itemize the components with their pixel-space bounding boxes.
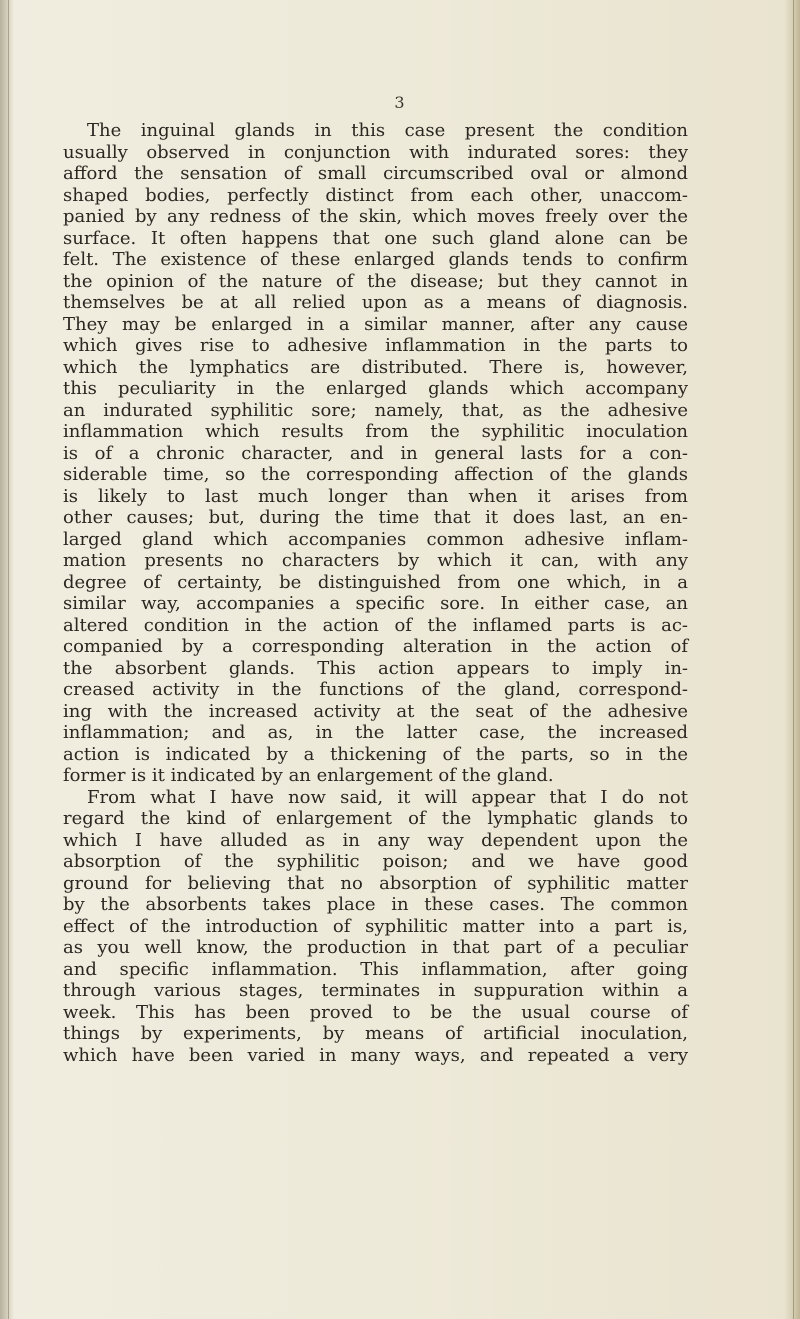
- page-binding-shadow: [0, 0, 14, 1319]
- page-binding-line: [8, 0, 9, 1319]
- text-line: mation presents no characters by which it can, with any: [63, 550, 688, 571]
- text-line: shaped bodies, perfectly distinct from each other, unaccom-: [63, 184, 688, 206]
- text-line: the absorbent glands. This action appears to imply in-: [63, 657, 688, 679]
- page-edge-line: [793, 0, 794, 1319]
- text-line: regard the kind of enlargement of the lymphatic glands to: [63, 808, 688, 829]
- text-line: inflammation which results from the syphilitic inoculation: [63, 421, 688, 442]
- text-line: companied by a corresponding alteration in the action of: [63, 636, 688, 657]
- text-line: an indurated syphilitic sore; namely, that, as the adhesive: [63, 399, 688, 421]
- page-edge-shadow: [784, 0, 800, 1319]
- text-line: and specific inflammation. This inflammation, after going: [63, 958, 688, 980]
- text-line: larged gland which accompanies common adhesive inflam-: [63, 528, 688, 550]
- text-line: effect of the introduction of syphilitic matter into a part is,: [63, 915, 688, 937]
- text-line: by the absorbents takes place in these cases. The common: [63, 894, 688, 915]
- text-line: former is it indicated by an enlargement of the gland.: [63, 765, 554, 786]
- text-line: inflammation; and as, in the latter case, the increased: [63, 722, 688, 743]
- text-line: through various stages, terminates in suppuration within a: [63, 980, 688, 1001]
- text-line: this peculiarity in the enlarged glands which accompany: [63, 378, 688, 399]
- text-line: surface. It often happens that one such gland alone can be: [63, 227, 688, 249]
- text-line: action is indicated by a thickening of the parts, so in the: [63, 743, 688, 765]
- text-line: is of a chronic character, and in general lasts for a con-: [63, 442, 688, 464]
- text-line: as you well know, the production in that part of a peculiar: [63, 937, 688, 958]
- text-line: is likely to last much longer than when it arises from: [63, 485, 688, 507]
- text-line: other causes; but, during the time that it does last, an en-: [63, 507, 688, 528]
- text-line: things by experiments, by means of artificial inoculation,: [63, 1023, 688, 1044]
- text-line: absorption of the syphilitic poison; and we have good: [63, 851, 688, 872]
- text-line: themselves be at all relied upon as a means of diagnosis.: [63, 292, 688, 313]
- text-line: They may be enlarged in a similar manner, after any cause: [63, 313, 688, 335]
- text-line: altered condition in the action of the inflamed parts is ac-: [63, 614, 688, 636]
- text-line: which the lymphatics are distributed. There is, however,: [63, 356, 688, 378]
- text-line: similar way, accompanies a specific sore. In either case, an: [63, 593, 688, 614]
- body-text: [63, 120, 688, 1066]
- text-line: creased activity in the functions of the gland, correspond-: [63, 679, 688, 700]
- text-line: felt. The existence of these enlarged glands tends to confirm: [63, 249, 688, 270]
- text-line: which have been varied in many ways, and repeated a very: [63, 1044, 688, 1066]
- text-line: week. This has been proved to be the usual course of: [63, 1001, 688, 1023]
- text-line: afford the sensation of small circumscribed oval or almond: [63, 163, 688, 184]
- text-line: which gives rise to adhesive inflammation in the parts to: [63, 335, 688, 356]
- text-line: degree of certainty, be distinguished from one which, in a: [63, 571, 688, 593]
- text-line: the opinion of the nature of the disease; but they cannot in: [63, 270, 688, 292]
- text-line: ground for believing that no absorption of syphilitic matter: [63, 872, 688, 894]
- text-line: panied by any redness of the skin, which moves freely over the: [63, 206, 688, 227]
- text-line: siderable time, so the corresponding affection of the glands: [63, 464, 688, 485]
- text-line: usually observed in conjunction with indurated sores: they: [63, 141, 688, 163]
- text-line: ing with the increased activity at the seat of the adhesive: [63, 700, 688, 722]
- text-line: The inguinal glands in this case present the condition: [87, 120, 688, 141]
- text-line: From what I have now said, it will appear that I do not: [87, 786, 688, 808]
- text-line: which I have alluded as in any way dependent upon the: [63, 829, 688, 851]
- page-number: 3: [394, 93, 406, 112]
